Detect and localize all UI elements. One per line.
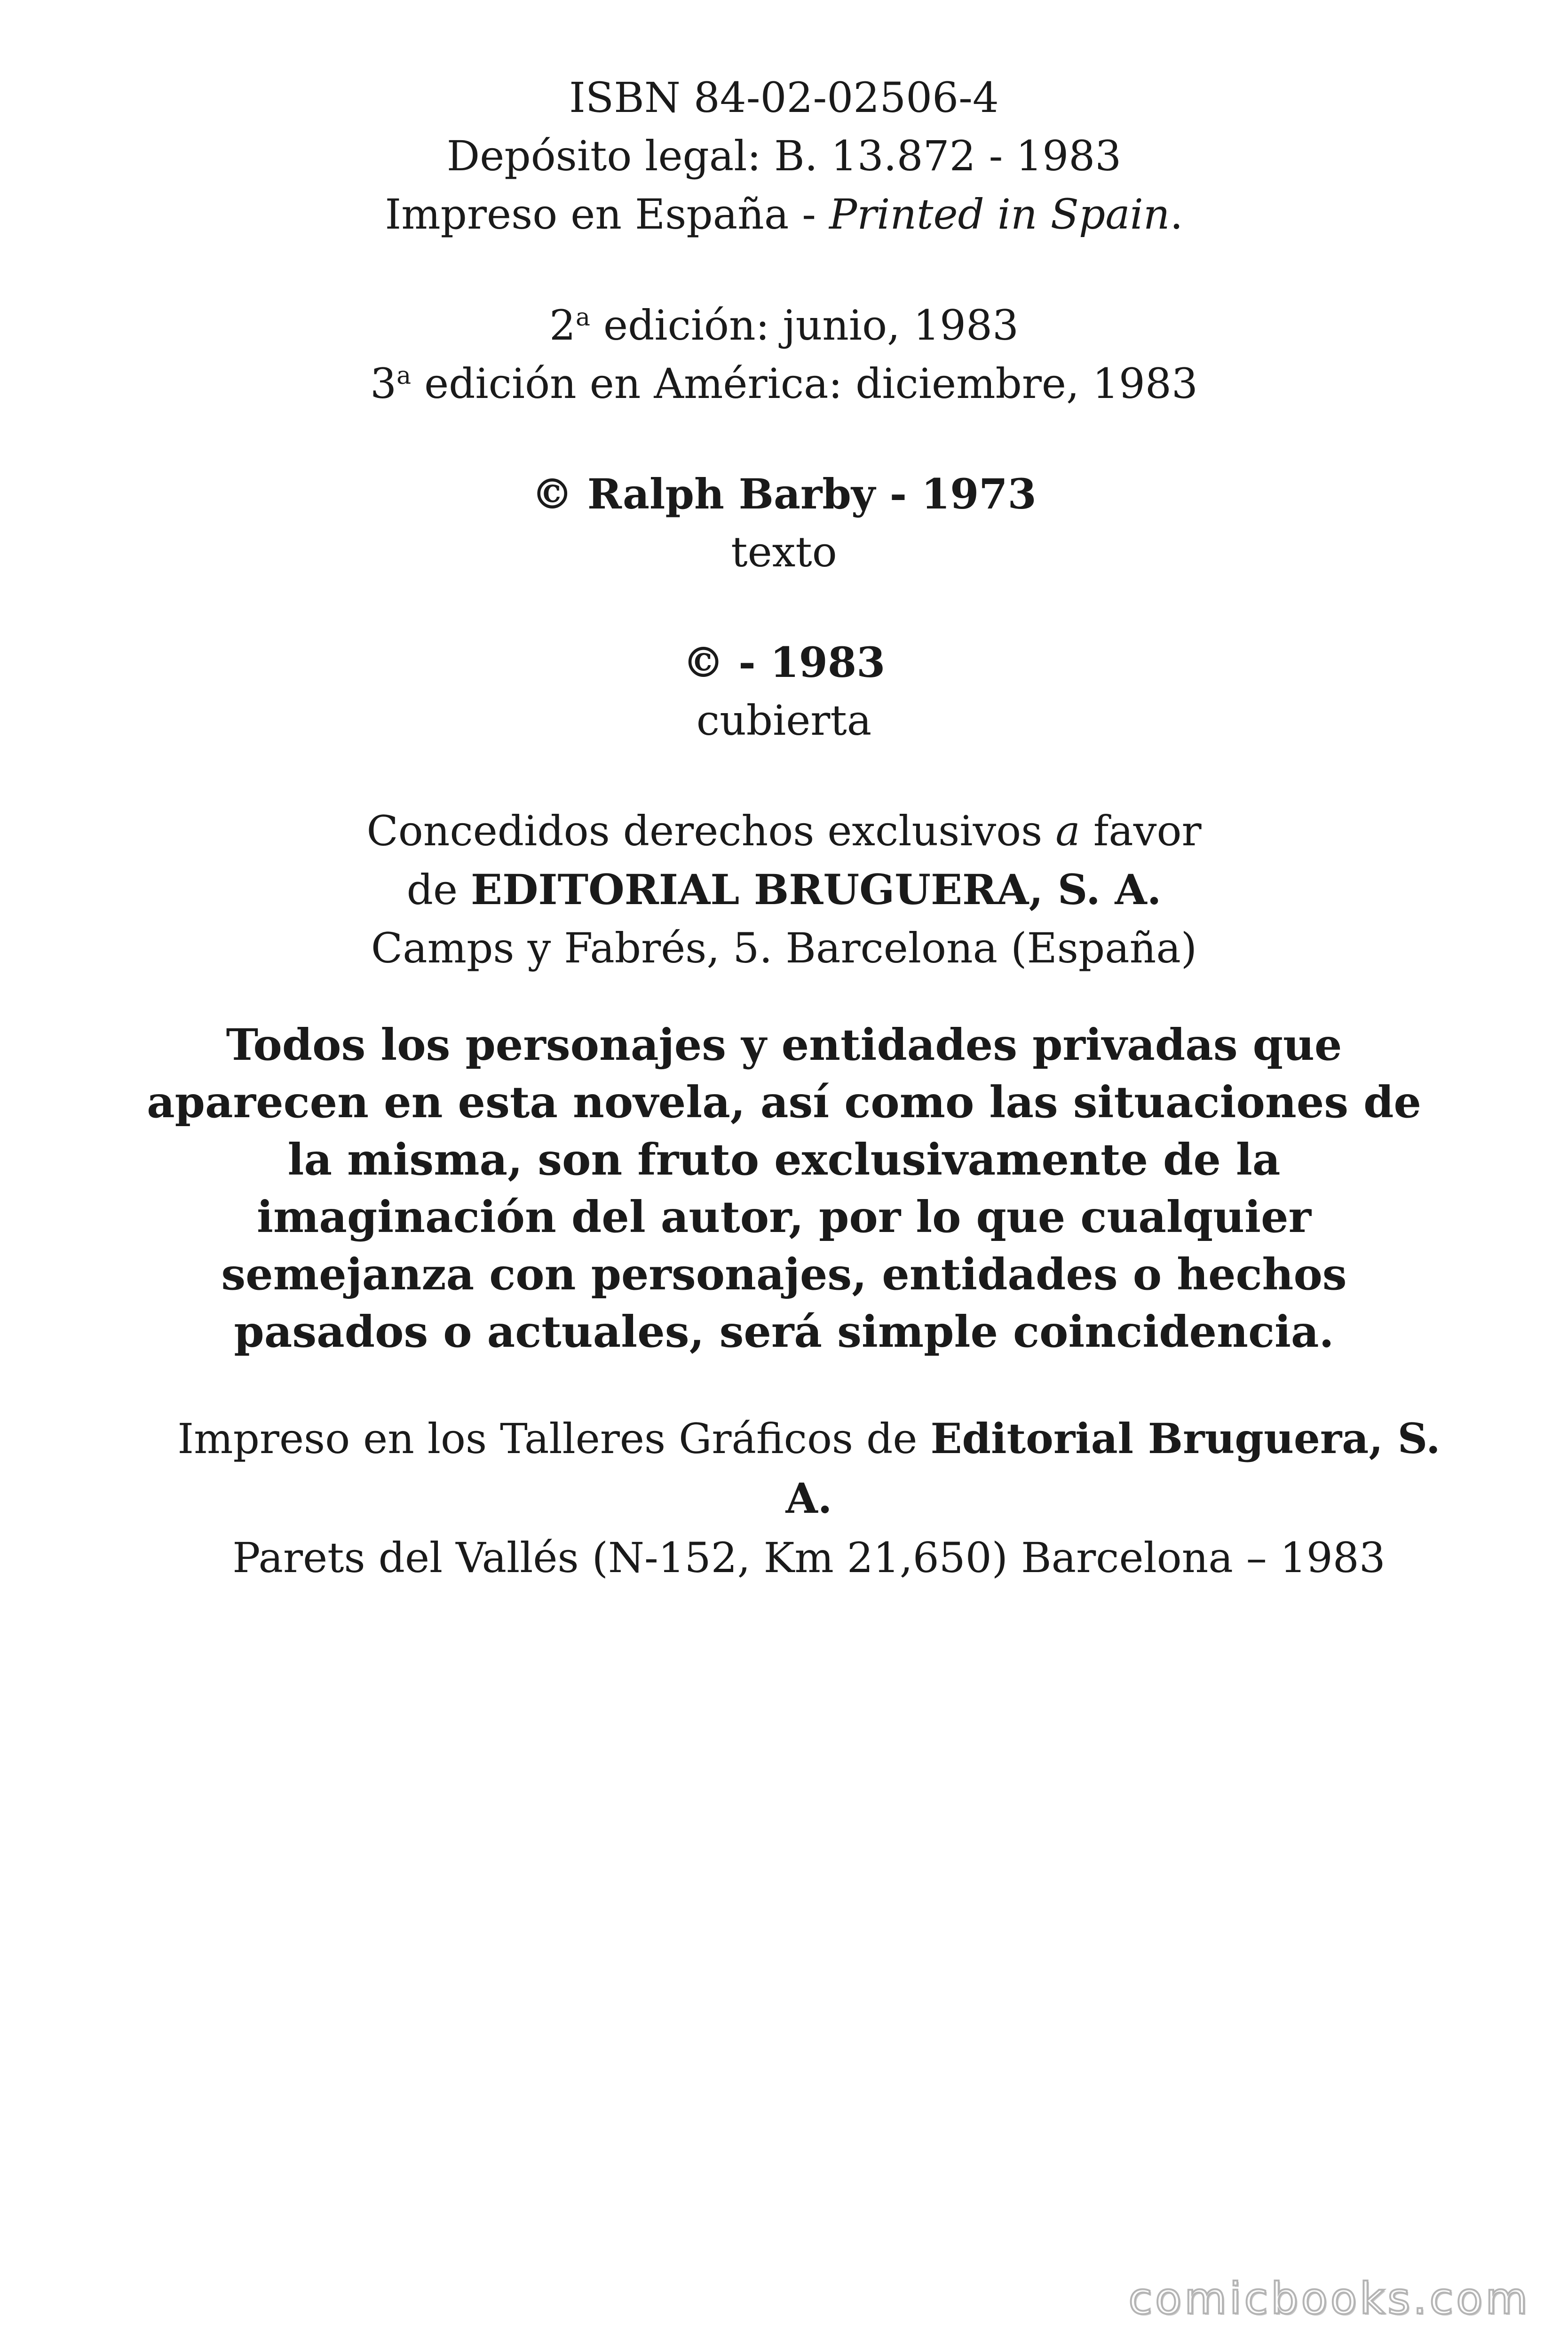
second-edition-ordinal: a	[576, 303, 591, 332]
third-edition-line	[0, 355, 1568, 413]
rights-text-italic: a	[1055, 807, 1080, 855]
printed-in-line	[0, 185, 1568, 244]
isbn-line: ISBN 84-02-02506-4	[569, 73, 999, 122]
text-copyright-label: texto	[731, 528, 837, 576]
fiction-disclaimer: Todos los personajes y entidades privadas que aparecen en esta novela, así como las situaciones de la misma, son fruto exclusivamente de la imaginación del autor, por lo que cualquier semejanza con personajes, entidades o hechos pasados o actuales, será simple coincidencia.	[147, 1019, 1421, 1357]
rights-address-line: Camps y Fabrés, 5. Barcelona (España)	[371, 924, 1197, 972]
printer-prefix: Impreso en los Talleres Gráficos de	[177, 1414, 931, 1463]
deposito-legal-line: Depósito legal: B. 13.872 - 1983	[446, 132, 1122, 180]
printer-name: Editorial Bruguera, S. A.	[785, 1414, 1441, 1523]
second-edition-line	[0, 296, 1568, 355]
editions-block	[0, 296, 1568, 413]
printed-in-english: Printed in Spain	[829, 190, 1170, 238]
cover-copyright-block	[0, 633, 1568, 750]
third-edition-ordinal: a	[396, 362, 412, 390]
printer-line-1	[155, 1409, 1463, 1528]
third-edition-text: edición en América: diciembre, 1983	[411, 359, 1198, 408]
rights-text-a: Concedidos derechos exclusivos	[366, 807, 1056, 855]
printed-in-spanish: Impreso en España -	[385, 190, 829, 238]
cover-copyright-line: © - 1983	[682, 638, 886, 687]
rights-block	[0, 802, 1568, 977]
imprint-block	[0, 69, 1568, 244]
rights-line-2	[0, 860, 1568, 919]
text-copyright-line: © Ralph Barby - 1973	[531, 469, 1037, 518]
printed-in-period: .	[1170, 190, 1183, 238]
rights-publisher-name: EDITORIAL BRUGUERA, S. A.	[471, 865, 1162, 914]
text-copyright-block	[0, 465, 1568, 581]
rights-line-1	[0, 802, 1568, 860]
rights-text-b: favor	[1080, 807, 1202, 855]
cover-copyright-label: cubierta	[696, 696, 872, 745]
second-edition-number: 2	[549, 301, 576, 350]
printer-address-line: Parets del Vallés (N-152, Km 21,650) Barcelona – 1983	[232, 1534, 1386, 1582]
rights-publisher-prefix: de	[406, 866, 471, 914]
site-watermark: comicbooks.com	[1128, 2273, 1530, 2324]
second-edition-text: edición: junio, 1983	[590, 301, 1019, 350]
printer-block	[155, 1409, 1463, 1588]
third-edition-number: 3	[370, 359, 397, 408]
